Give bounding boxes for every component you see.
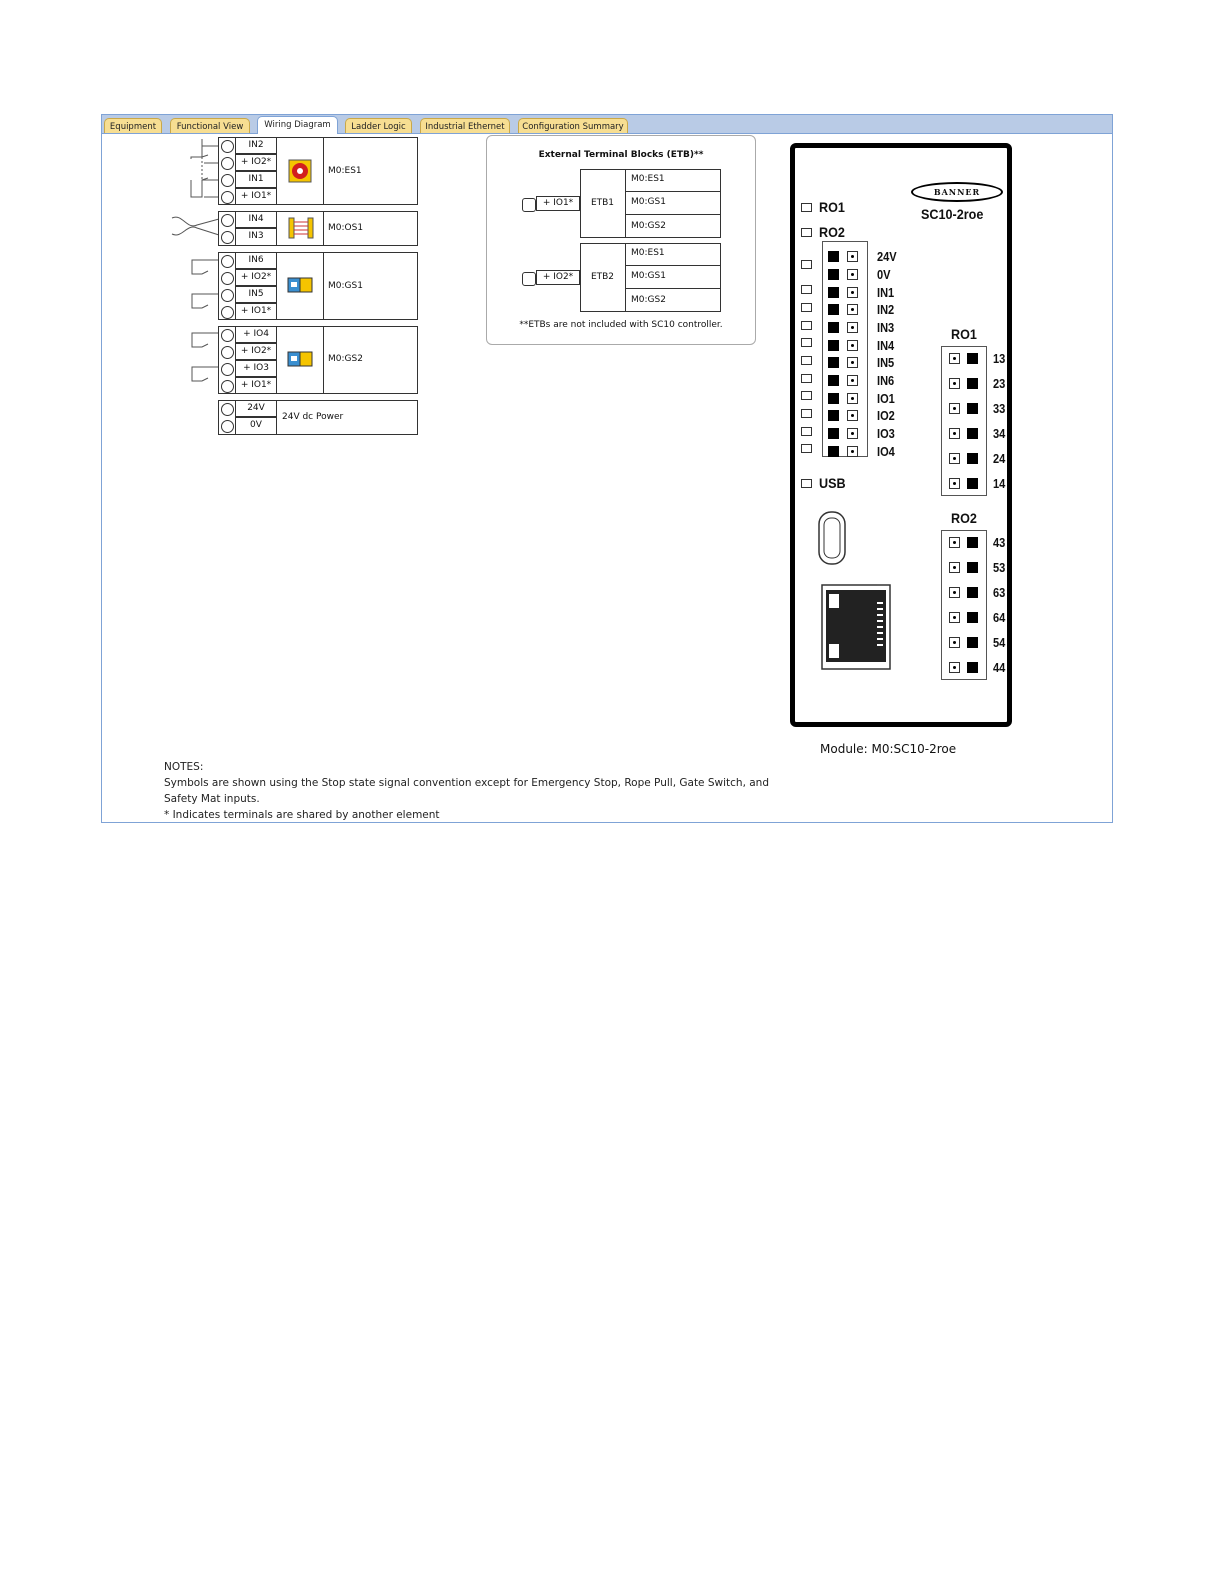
terminal-label: + IO2* [235, 269, 277, 286]
terminal-label: 24V [235, 400, 277, 417]
etb-item: M0:ES1 [631, 248, 665, 258]
relay-terminal-pin [949, 612, 960, 623]
io-pin-label: IO4 [877, 444, 895, 459]
terminal-label: + IO2* [235, 343, 277, 360]
model-label: SC10-2roe [921, 206, 984, 222]
io-pin-label: IN1 [877, 285, 895, 300]
io-terminal-pin [847, 357, 858, 368]
etb-terminal: + IO2* [536, 270, 580, 285]
power-label: 24V dc Power [282, 412, 344, 422]
io-terminal-pin [847, 375, 858, 386]
io-terminal-screw [828, 428, 839, 439]
relay-pin-label: 43 [993, 535, 1006, 550]
terminal-label: + IO4 [235, 326, 277, 343]
switch-symbols [162, 135, 222, 435]
io-terminal-pin [847, 251, 858, 262]
device-name: M0:GS1 [328, 281, 363, 291]
io-pin-label: 0V [877, 267, 891, 282]
etb-item: M0:GS1 [631, 271, 666, 281]
device-name: M0:ES1 [328, 166, 362, 176]
relay-terminal-screw [967, 562, 978, 573]
io-terminal-pin [847, 446, 858, 457]
relay-pin-label: 23 [993, 376, 1006, 391]
relay-pin-label: 13 [993, 351, 1006, 366]
io-terminal-pin [847, 410, 858, 421]
terminal-circle [221, 174, 234, 187]
etb-item: M0:GS1 [631, 197, 666, 207]
relay-terminal-pin [949, 353, 960, 364]
relay-pin-label: 64 [993, 610, 1006, 625]
relay-terminal-pin [949, 537, 960, 548]
relay-pin-label: 53 [993, 560, 1006, 575]
ro2-terminal-block [941, 530, 987, 680]
io-pin-label: IN5 [877, 355, 895, 370]
io-terminal-screw [828, 269, 839, 280]
io-pin-label: IN2 [877, 302, 895, 317]
terminal-circle [221, 157, 234, 170]
ro2-title: RO2 [951, 510, 977, 526]
terminal-label: IN3 [235, 228, 277, 246]
relay-terminal-pin [949, 587, 960, 598]
io-terminal-pin [847, 269, 858, 280]
relay-terminal-screw [967, 537, 978, 548]
relay-terminal-screw [967, 612, 978, 623]
relay-terminal-pin [949, 378, 960, 389]
io-terminal-screw [828, 446, 839, 457]
terminal-label: IN4 [235, 211, 277, 228]
relay-terminal-screw [967, 353, 978, 364]
io-pin-label: IO1 [877, 391, 895, 406]
relay-pin-label: 24 [993, 451, 1006, 466]
io-terminal-screw [828, 251, 839, 262]
io-pin-label: IN4 [877, 338, 895, 353]
io-terminal-screw [828, 393, 839, 404]
terminal-label: + IO1* [235, 188, 277, 205]
terminal-label: IN6 [235, 252, 277, 269]
relay-terminal-pin [949, 562, 960, 573]
etb-name: ETB1 [580, 169, 626, 238]
io-terminal-pin [847, 322, 858, 333]
device-name: M0:OS1 [328, 223, 364, 233]
io-terminal-pin [847, 393, 858, 404]
relay-pin-label: 54 [993, 635, 1006, 650]
ro2-led [801, 228, 812, 237]
io-pin-label: IN3 [877, 320, 895, 335]
io-terminal-screw [828, 375, 839, 386]
relay-pin-label: 44 [993, 660, 1006, 675]
relay-terminal-screw [967, 403, 978, 414]
io-terminal-pin [847, 287, 858, 298]
notes-line: * Indicates terminals are shared by another element [164, 809, 440, 821]
tab-configuration-summary[interactable]: Configuration Summary [518, 118, 628, 133]
etb-panel [486, 135, 756, 345]
terminal-label: + IO3 [235, 360, 277, 377]
relay-terminal-pin [949, 478, 960, 489]
wiring-diagram-window [101, 114, 1113, 823]
terminal-label: IN2 [235, 137, 277, 154]
gate-switch-icon [287, 351, 313, 367]
relay-terminal-screw [967, 662, 978, 673]
terminal-label: IN1 [235, 171, 277, 188]
relay-terminal-pin [949, 453, 960, 464]
relay-terminal-screw [967, 478, 978, 489]
relay-terminal-screw [967, 378, 978, 389]
usb-led [801, 479, 812, 488]
usb-port-icon [817, 510, 847, 566]
device-name: M0:GS2 [328, 354, 363, 364]
io-pin-label: IO3 [877, 426, 895, 441]
tab-industrial-ethernet[interactable]: Industrial Ethernet [420, 118, 510, 133]
io-pin-label: IO2 [877, 408, 895, 423]
etb-terminal: + IO1* [536, 196, 580, 211]
relay-pin-label: 33 [993, 401, 1006, 416]
etb-title: External Terminal Blocks (ETB)** [538, 150, 704, 160]
tab-ladder-logic[interactable]: Ladder Logic [345, 118, 412, 133]
relay-terminal-screw [967, 637, 978, 648]
etb-item: M0:GS2 [631, 221, 666, 231]
etb-item: M0:ES1 [631, 174, 665, 184]
io-terminal-pin [847, 304, 858, 315]
relay-pin-label: 34 [993, 426, 1006, 441]
io-terminal-pin [847, 428, 858, 439]
banner-logo: BANNER [911, 182, 1003, 202]
module-caption: Module: M0:SC10-2roe [820, 742, 957, 756]
notes-heading: NOTES: [164, 761, 204, 773]
relay-terminal-screw [967, 587, 978, 598]
notes-line: Safety Mat inputs. [164, 793, 260, 805]
terminal-label: + IO1* [235, 303, 277, 320]
io-terminal-screw [828, 410, 839, 421]
io-terminal-screw [828, 322, 839, 333]
tab-functional-view[interactable]: Functional View [170, 118, 250, 133]
notes-line: Symbols are shown using the Stop state signal convention except for Emergency Stop, Rope Pull, Gate Switch, and [164, 777, 770, 789]
ro2-led-label: RO2 [819, 224, 845, 240]
etb-item: M0:GS2 [631, 295, 666, 305]
io-pin-label: IN6 [877, 373, 895, 388]
relay-terminal-pin [949, 662, 960, 673]
emergency-stop-icon [288, 159, 312, 183]
io-terminal-screw [828, 340, 839, 351]
relay-terminal-screw [967, 428, 978, 439]
tab-equipment[interactable]: Equipment [104, 118, 162, 133]
tab-bar [102, 115, 1112, 134]
terminal-label: + IO2* [235, 154, 277, 171]
tab-wiring-diagram[interactable]: Wiring Diagram [257, 116, 338, 134]
terminal-label: 0V [235, 417, 277, 435]
io-terminal-screw [828, 287, 839, 298]
ro1-terminal-block [941, 346, 987, 496]
etb-note: **ETBs are not included with SC10 controller. [519, 320, 723, 330]
ro1-led-label: RO1 [819, 199, 845, 215]
terminal-circle [221, 191, 234, 204]
relay-terminal-pin [949, 403, 960, 414]
ro1-title: RO1 [951, 326, 977, 342]
usb-label: USB [819, 475, 846, 491]
light-curtain-icon [288, 217, 314, 239]
terminal-label: + IO1* [235, 377, 277, 394]
etb-name: ETB2 [580, 243, 626, 312]
relay-terminal-pin [949, 428, 960, 439]
terminal-label: IN5 [235, 286, 277, 303]
relay-pin-label: 14 [993, 476, 1006, 491]
io-terminal-screw [828, 304, 839, 315]
terminal-circle [221, 140, 234, 153]
notes [164, 759, 769, 823]
relay-terminal-screw [967, 453, 978, 464]
relay-pin-label: 63 [993, 585, 1006, 600]
ethernet-port-icon [821, 584, 891, 670]
relay-terminal-pin [949, 637, 960, 648]
io-terminal-screw [828, 357, 839, 368]
ro1-led [801, 203, 812, 212]
sc10-module [790, 143, 1012, 727]
io-terminal-pin [847, 340, 858, 351]
io-pin-label: 24V [877, 249, 897, 264]
gate-switch-icon [287, 277, 313, 293]
